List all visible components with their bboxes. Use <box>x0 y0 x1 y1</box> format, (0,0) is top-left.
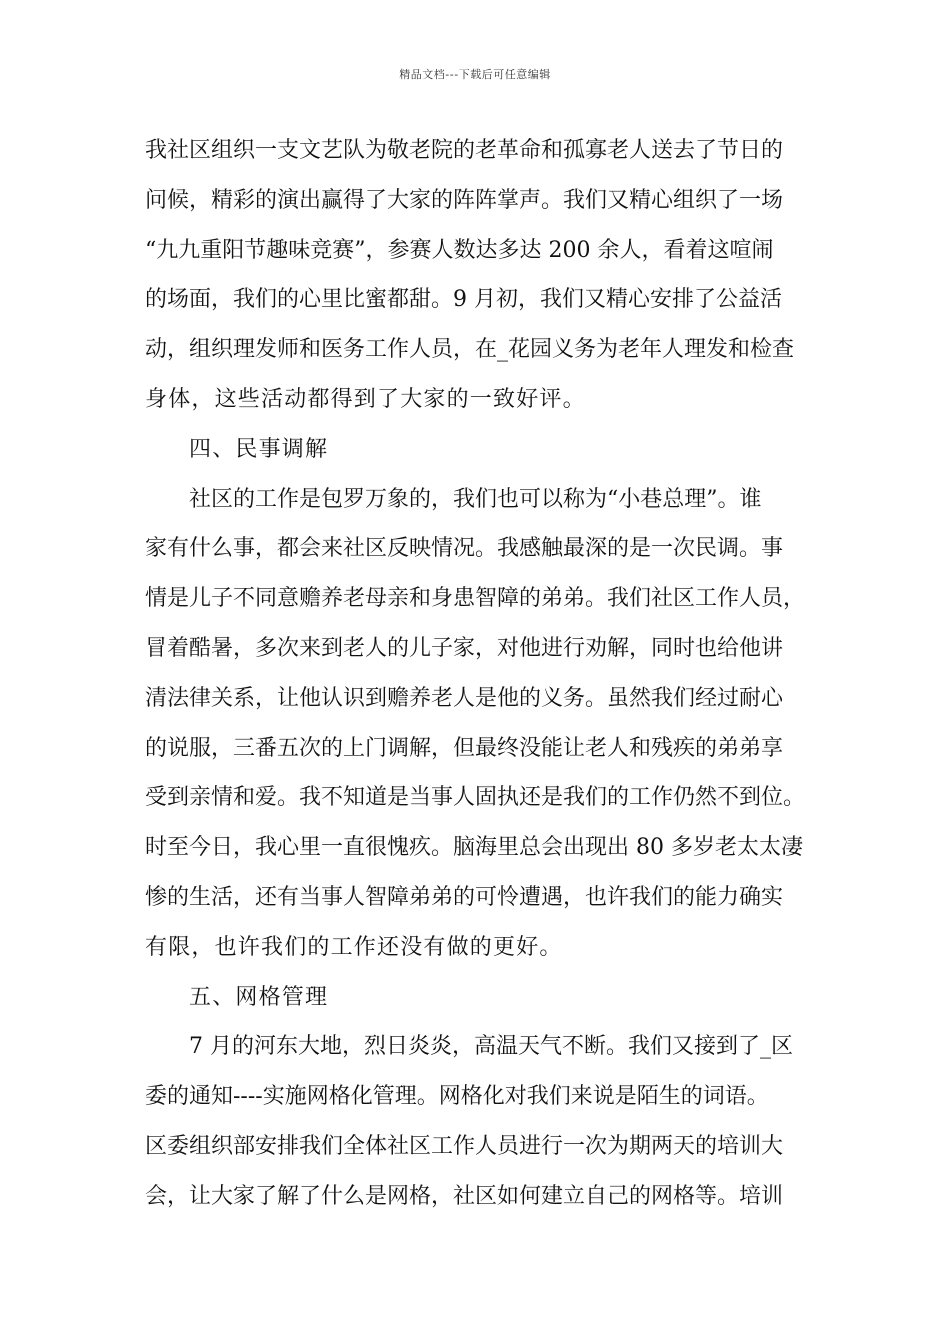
text-line: “九九重阳节趣味竞赛”，参赛人数达多达 200 余人，看着这喧闹 <box>145 237 774 263</box>
text-line: 家有什么事，都会来社区反映情况。我感触最深的是一次民调。事 <box>145 536 784 562</box>
page-header: 精品文档---下载后可任意编辑 <box>399 68 551 81</box>
document-body <box>145 130 817 1226</box>
text-line: 四、民事调解 <box>189 436 329 462</box>
text-line: 7 月的河东大地，烈日炎炎，高温天气不断。我们又接到了_区 <box>189 1034 793 1060</box>
text-line: 我社区组织一支文艺队为敬老院的老革命和孤寡老人送去了节日的 <box>145 138 784 163</box>
text-line: 时至今日，我心里一直很愧疚。脑海里总会出现出 80 多岁老太太凄 <box>145 835 803 861</box>
text-line: 情是儿子不同意赡养老母亲和身患智障的弟弟。我们社区工作人员， <box>145 586 806 612</box>
text-line: 惨的生活，还有当事人智障弟弟的可怜遭遇，也许我们的能力确实 <box>145 884 784 910</box>
text-line: 动，组织理发师和医务工作人员，在_花园义务为老年人理发和检查 <box>145 337 795 363</box>
text-line: 社区的工作是包罗万象的，我们也可以称为“小巷总理”。谁 <box>189 486 762 512</box>
text-line: 受到亲情和爱。我不知道是当事人固执还是我们的工作仍然不到位。 <box>145 785 806 811</box>
text-line: 有限，也许我们的工作还没有做的更好。 <box>145 934 563 960</box>
text-line: 区委组织部安排我们全体社区工作人员进行一次为期两天的培训大 <box>145 1133 784 1159</box>
text-line: 身体，这些活动都得到了大家的一致好评。 <box>145 386 586 412</box>
text-line: 五、网格管理 <box>189 984 329 1010</box>
text-line: 委的通知----实施网格化管理。网格化对我们来说是陌生的词语。 <box>145 1084 769 1110</box>
text-line: 会，让大家了解了什么是网格，社区如何建立自己的网格等。培训 <box>145 1183 784 1209</box>
text-line: 的说服，三番五次的上门调解，但最终没能让老人和残疾的弟弟享 <box>145 735 784 761</box>
text-line: 问候，精彩的演出赢得了大家的阵阵掌声。我们又精心组织了一场 <box>145 187 784 213</box>
text-line: 冒着酷暑，多次来到老人的儿子家，对他进行劝解，同时也给他讲 <box>145 635 784 661</box>
text-line: 清法律关系，让他认识到赡养老人是他的义务。虽然我们经过耐心 <box>145 685 784 711</box>
text-line: 的场面，我们的心里比蜜都甜。9 月初，我们又精心安排了公益活 <box>145 287 782 313</box>
